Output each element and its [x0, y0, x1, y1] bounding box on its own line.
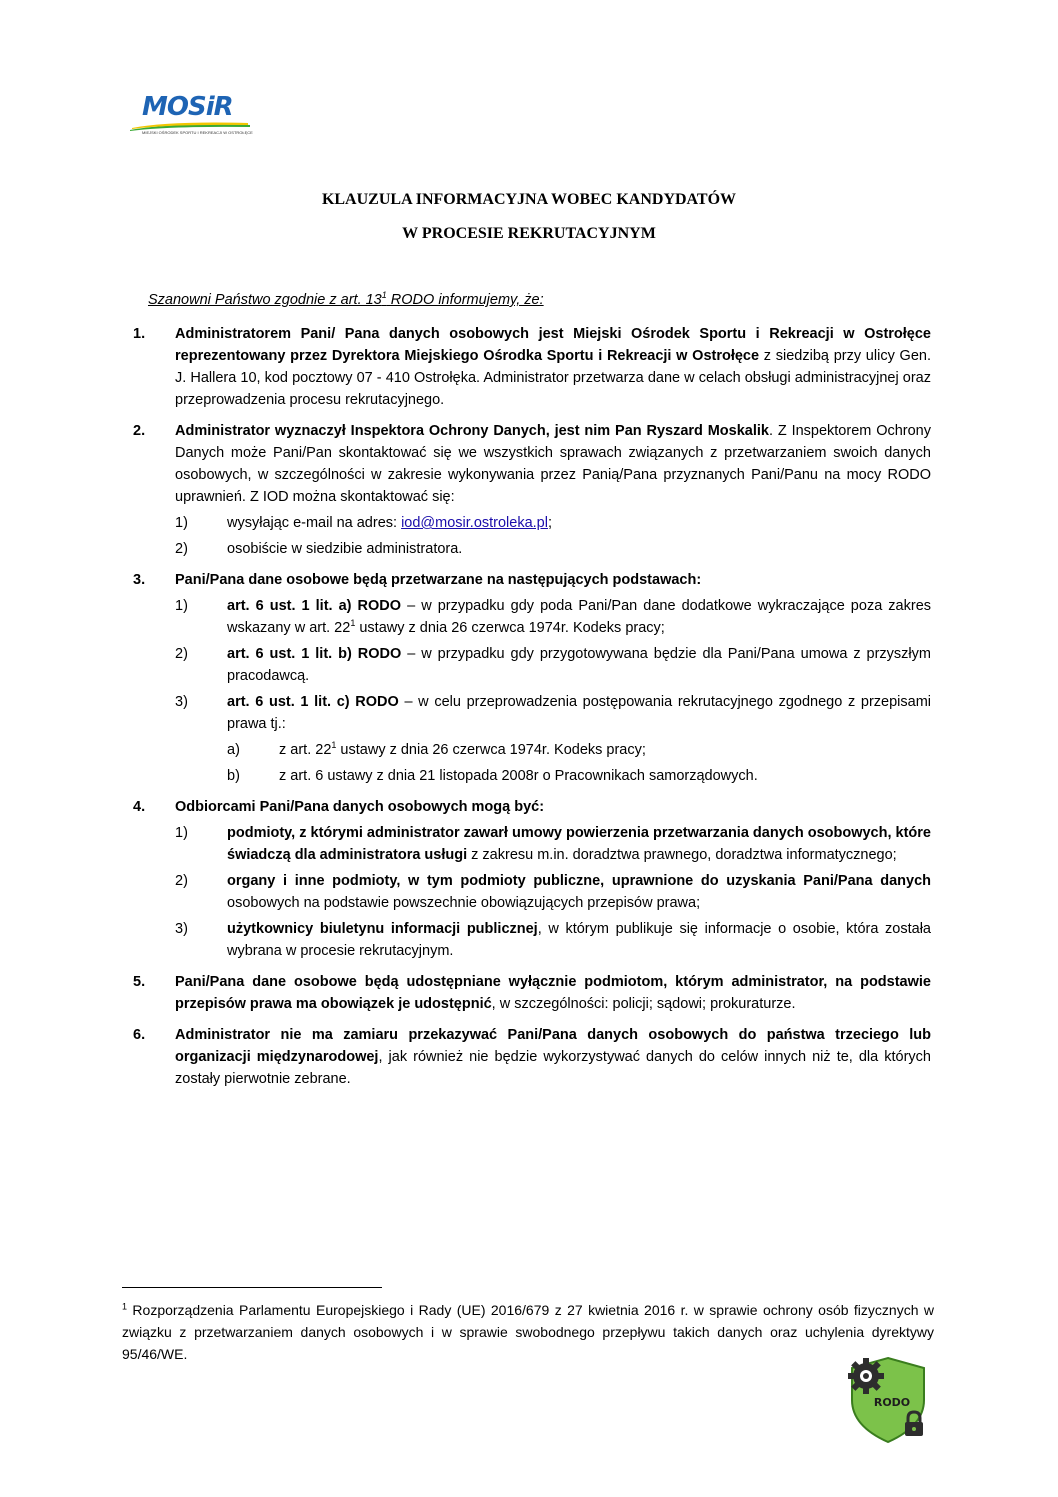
section-text: , w szczególności: policji; sądowi; prokuraturze.: [491, 996, 796, 1012]
item-text-2: ustawy z dnia 26 czerwca 1974r. Kodeks pracy;: [336, 742, 646, 758]
section-1: [133, 323, 931, 411]
section-number: 5.: [133, 974, 146, 990]
item-bold: organy i inne podmioty, w tym podmioty publiczne, uprawnione do uzyskania Pani/Pana danych: [227, 873, 931, 889]
list-item: [175, 512, 931, 534]
item-text: , w którym publikuje się informacje o osobie, która została wybrana w procesie rekrutacyjnym.: [227, 921, 931, 959]
item-end: ;: [547, 515, 552, 531]
mosir-logo: [128, 92, 252, 138]
item-letter: b): [227, 768, 240, 784]
item-bold: art. 6 ust. 1 lit. a) RODO: [227, 598, 402, 614]
section-text: . Z Inspektorem Ochrony Danych może Pani/Pan skontaktować się we wszystkich sprawach związanych z przetwarzaniem swoich danych osobowych, w szczególności w zakresie wykonywania przez Panią/Pana przyznanych Pani/Panu na mocy RODO uprawnień. Z IOD można skontaktować się:: [175, 423, 931, 505]
item-bold: użytkownicy biuletynu informacji publicznej: [227, 921, 538, 937]
item-number: 3): [175, 921, 188, 937]
section-bold-text: Administrator wyznaczył Inspektora Ochrony Danych, jest nim Pan Ryszard Moskalik: [175, 423, 769, 439]
badge-label: RODO: [873, 1396, 911, 1409]
intro-before: Szanowni Państwo zgodnie z art. 13: [148, 292, 382, 308]
section-number: 3.: [133, 572, 146, 588]
document-title-line2: W PROCESIE REKRUTACYJNYM: [402, 225, 656, 242]
item-sup: 1: [350, 618, 356, 629]
section-2: [133, 420, 931, 560]
list-item: [175, 538, 931, 560]
item-number: 1): [175, 598, 188, 614]
section-bold-text: Administratorem Pani/ Pana danych osobowych jest Miejski Ośrodek Sportu i Rekreacji w Ostrołęce reprezentowany przez Dyrektora Miejskiego Ośrodka Sportu i Rekreacji w Ostrołęce: [175, 326, 931, 364]
section-3: [133, 569, 931, 787]
list-item: [175, 595, 931, 639]
item-number: 2): [175, 873, 188, 889]
item-text: z art. 6 ustawy z dnia 21 listopada 2008r o Pracownikach samorządowych.: [279, 768, 758, 784]
section-6: [133, 1024, 931, 1090]
item-number: 1): [175, 825, 188, 841]
intro-after: RODO informujemy, że:: [386, 292, 544, 308]
item-text: – w przypadku gdy poda Pani/Pan dane dodatkowe wykraczające poza zakres wskazany w art. 22: [227, 598, 932, 636]
item-text-2: ustawy z dnia 26 czerwca 1974r. Kodeks pracy;: [355, 620, 665, 636]
item-number: 2): [175, 646, 188, 662]
document-title-line1: KLAUZULA INFORMACYJNA WOBEC KANDYDATÓW: [321, 191, 737, 208]
item-number: 3): [175, 694, 188, 710]
footnote-sup: 1: [122, 1301, 128, 1312]
list-item: [175, 822, 931, 866]
item-text: – w celu przeprowadzenia postępowania rekrutacyjnego zgodnego z przepisami prawa tj.:: [227, 694, 931, 732]
section-number: 1.: [133, 326, 146, 342]
section-number: 4.: [133, 799, 146, 815]
list-item: [175, 870, 931, 914]
section-text: , jak również nie będzie wykorzystywać danych do celów innych niż te, dla których zostały pierwotnie zebrane.: [175, 1049, 931, 1087]
logo-subtitle: MIEJSKI OŚRODEK SPORTU I REKREACJI W OSTROŁĘCE: [142, 130, 253, 135]
iod-email-link[interactable]: iod@mosir.ostroleka.pl: [401, 515, 548, 531]
list-item: [175, 918, 931, 962]
section-number: 2.: [133, 423, 146, 439]
sub-list-item: [227, 739, 931, 761]
sub-list-item: [227, 765, 931, 787]
item-text: – w przypadku gdy przygotowywana będzie dla Pani/Pana umowa z przyszłym pracodawcą.: [227, 646, 931, 684]
intro-sup: 1: [381, 290, 387, 301]
clause-list: [133, 323, 931, 1099]
item-text: z art. 22: [279, 742, 332, 758]
item-number: 2): [175, 541, 188, 557]
section-bold-text: Pani/Pana dane osobowe będą przetwarzane na następujących podstawach:: [175, 572, 702, 588]
section-4: [133, 796, 931, 962]
footnote: [122, 1299, 934, 1365]
section-text: z siedzibą przy ulicy Gen. J. Hallera 10, kod pocztowy 07 - 410 Ostrołęka. Administrator przetwarza dane w celach obsługi administracyjnej oraz przeprowadzenia procesu rekrutacyjnego.: [175, 348, 931, 408]
section-bold-text: Pani/Pana dane osobowe będą udostępniane wyłącznie podmiotom, którym administrator, na podstawie przepisów prawa ma obowiązek je udostępnić: [175, 974, 931, 1012]
section-number: 6.: [133, 1027, 146, 1043]
logo-text: MOSiR: [142, 92, 233, 122]
gear-shield-lock-icon: [846, 1354, 930, 1444]
footnote-separator: [122, 1287, 382, 1288]
item-text: z zakresu m.in. doradztwa prawnego, doradztwa informatycznego;: [467, 847, 897, 863]
item-bold: podmioty, z którymi administrator zawarł umowy powierzenia przetwarzania danych osobowych, które świadczą dla administratora usługi: [227, 825, 931, 863]
item-number: 1): [175, 515, 188, 531]
item-letter: a): [227, 742, 240, 758]
item-text: osobiście w siedzibie administratora.: [227, 541, 463, 557]
list-item: [175, 643, 931, 687]
item-text: osobowych na podstawie powszechnie obowiązujących przepisów prawa;: [227, 895, 701, 911]
item-text: wysyłając e-mail na adres:: [227, 515, 402, 531]
section-5: [133, 971, 931, 1015]
section-bold-text: Administrator nie ma zamiaru przekazywać Pani/Pana danych osobowych do państwa trzeciego lub organizacji międzynarodowej: [175, 1027, 931, 1065]
item-bold: art. 6 ust. 1 lit. b) RODO: [227, 646, 402, 662]
item-bold: art. 6 ust. 1 lit. c) RODO: [227, 694, 399, 710]
list-item: [175, 691, 931, 787]
section-bold-text: Odbiorcami Pani/Pana danych osobowych mogą być:: [175, 799, 545, 815]
footnote-text: Rozporządzenia Parlamentu Europejskiego i Rady (UE) 2016/679 z 27 kwietnia 2016 r. w sprawie ochrony osób fizycznych w związku z przetwarzaniem danych osobowych i w sprawie swobodnego przepływu takich danych oraz uchylenia dyrektywy 95/46/WE.: [122, 1302, 934, 1362]
item-sup: 1: [331, 740, 337, 751]
intro-line: [148, 292, 544, 308]
